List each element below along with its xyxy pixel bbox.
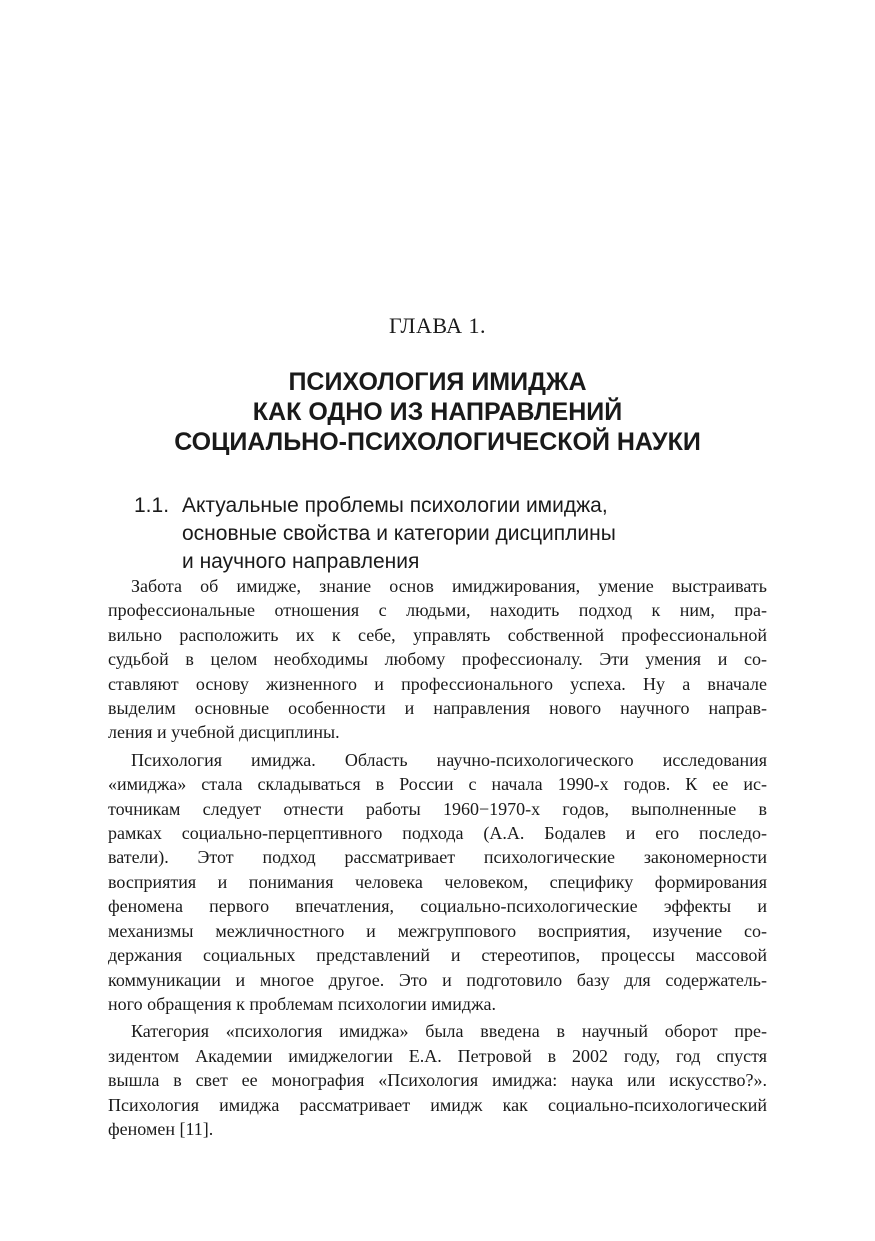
body-text: [108, 574, 767, 1144]
chapter-title-line: СОЦИАЛЬНО-ПСИХОЛОГИЧЕСКОЙ НАУКИ: [174, 428, 701, 456]
text-line: судьбой в целом необходимы любому профессионалу. Эти умения и со-: [108, 649, 767, 670]
text-line: Психология имиджа рассматривает имидж как социально-психологический: [108, 1094, 767, 1115]
chapter-title-line: КАК ОДНО ИЗ НАПРАВЛЕНИЙ: [252, 398, 623, 426]
text-line: коммуникации и многое другое. Это и подготовило базу для содержатель-: [108, 969, 767, 990]
text-line: профессиональные отношения с людьми, находить подход к ним, пра-: [108, 600, 767, 621]
section-title-line: и научного направления: [182, 550, 420, 573]
section-title-line: основные свойства и категории дисциплины: [182, 522, 616, 545]
text-line: ватели). Этот подход рассматривает психологические закономерности: [108, 847, 767, 868]
paragraph-3: [108, 1019, 767, 1141]
section-title: [182, 492, 774, 576]
text-line: вильно расположить их к себе, управлять собственной профессиональной: [108, 624, 767, 645]
text-line: механизмы межличностного и межгруппового восприятия, изучение со-: [108, 920, 767, 941]
text-line: зидентом Академии имиджелогии Е.А. Петровой в 2002 году, год спустя: [108, 1045, 767, 1066]
text-line: Категория «психология имиджа» была введена в научный оборот пре-: [131, 1021, 767, 1042]
text-line: ставляют основу жизненного и профессионального успеха. Ну а вначале: [108, 673, 767, 694]
text-line: восприятия и понимания человека человеком, специфику формирования: [108, 871, 767, 892]
paragraph-1: [108, 574, 767, 745]
chapter-label: ГЛАВА 1.: [388, 313, 487, 338]
text-line: рамках социально-перцептивного подхода (А.А. Бодалев и его последо-: [108, 823, 767, 844]
text-line: Психология имиджа. Область научно-психологического исследования: [131, 749, 767, 770]
text-line: феномена первого впечатления, социально-психологические эффекты и: [108, 896, 767, 917]
text-line: точникам следует отнести работы 1960−1970-х годов, выполненные в: [108, 798, 767, 819]
text-line: «имиджа» стала складываться в России с начала 1990-х годов. К ее ис-: [108, 774, 767, 795]
text-line: ного обращения к проблемам психологии имиджа.: [108, 993, 497, 1014]
text-line: вышла в свет ее монография «Психология имиджа: наука или искусство?».: [108, 1070, 767, 1091]
text-line: держания социальных представлений и стереотипов, процессы массовой: [108, 945, 767, 966]
paragraph-2: [108, 748, 767, 1016]
section-heading: [134, 492, 774, 576]
text-line: выделим основные особенности и направления нового научного направ-: [108, 698, 767, 719]
chapter-title: [0, 367, 875, 457]
text-line: феномен [11].: [108, 1118, 214, 1139]
section-number: 1.1.: [134, 494, 170, 517]
section-title-line: Актуальные проблемы психологии имиджа,: [182, 494, 608, 517]
chapter-title-line: ПСИХОЛОГИЯ ИМИДЖА: [288, 368, 587, 396]
text-line: ления и учебной дисциплины.: [108, 722, 340, 743]
text-line: Забота об имидже, знание основ имиджирования, умение выстраивать: [131, 576, 767, 596]
